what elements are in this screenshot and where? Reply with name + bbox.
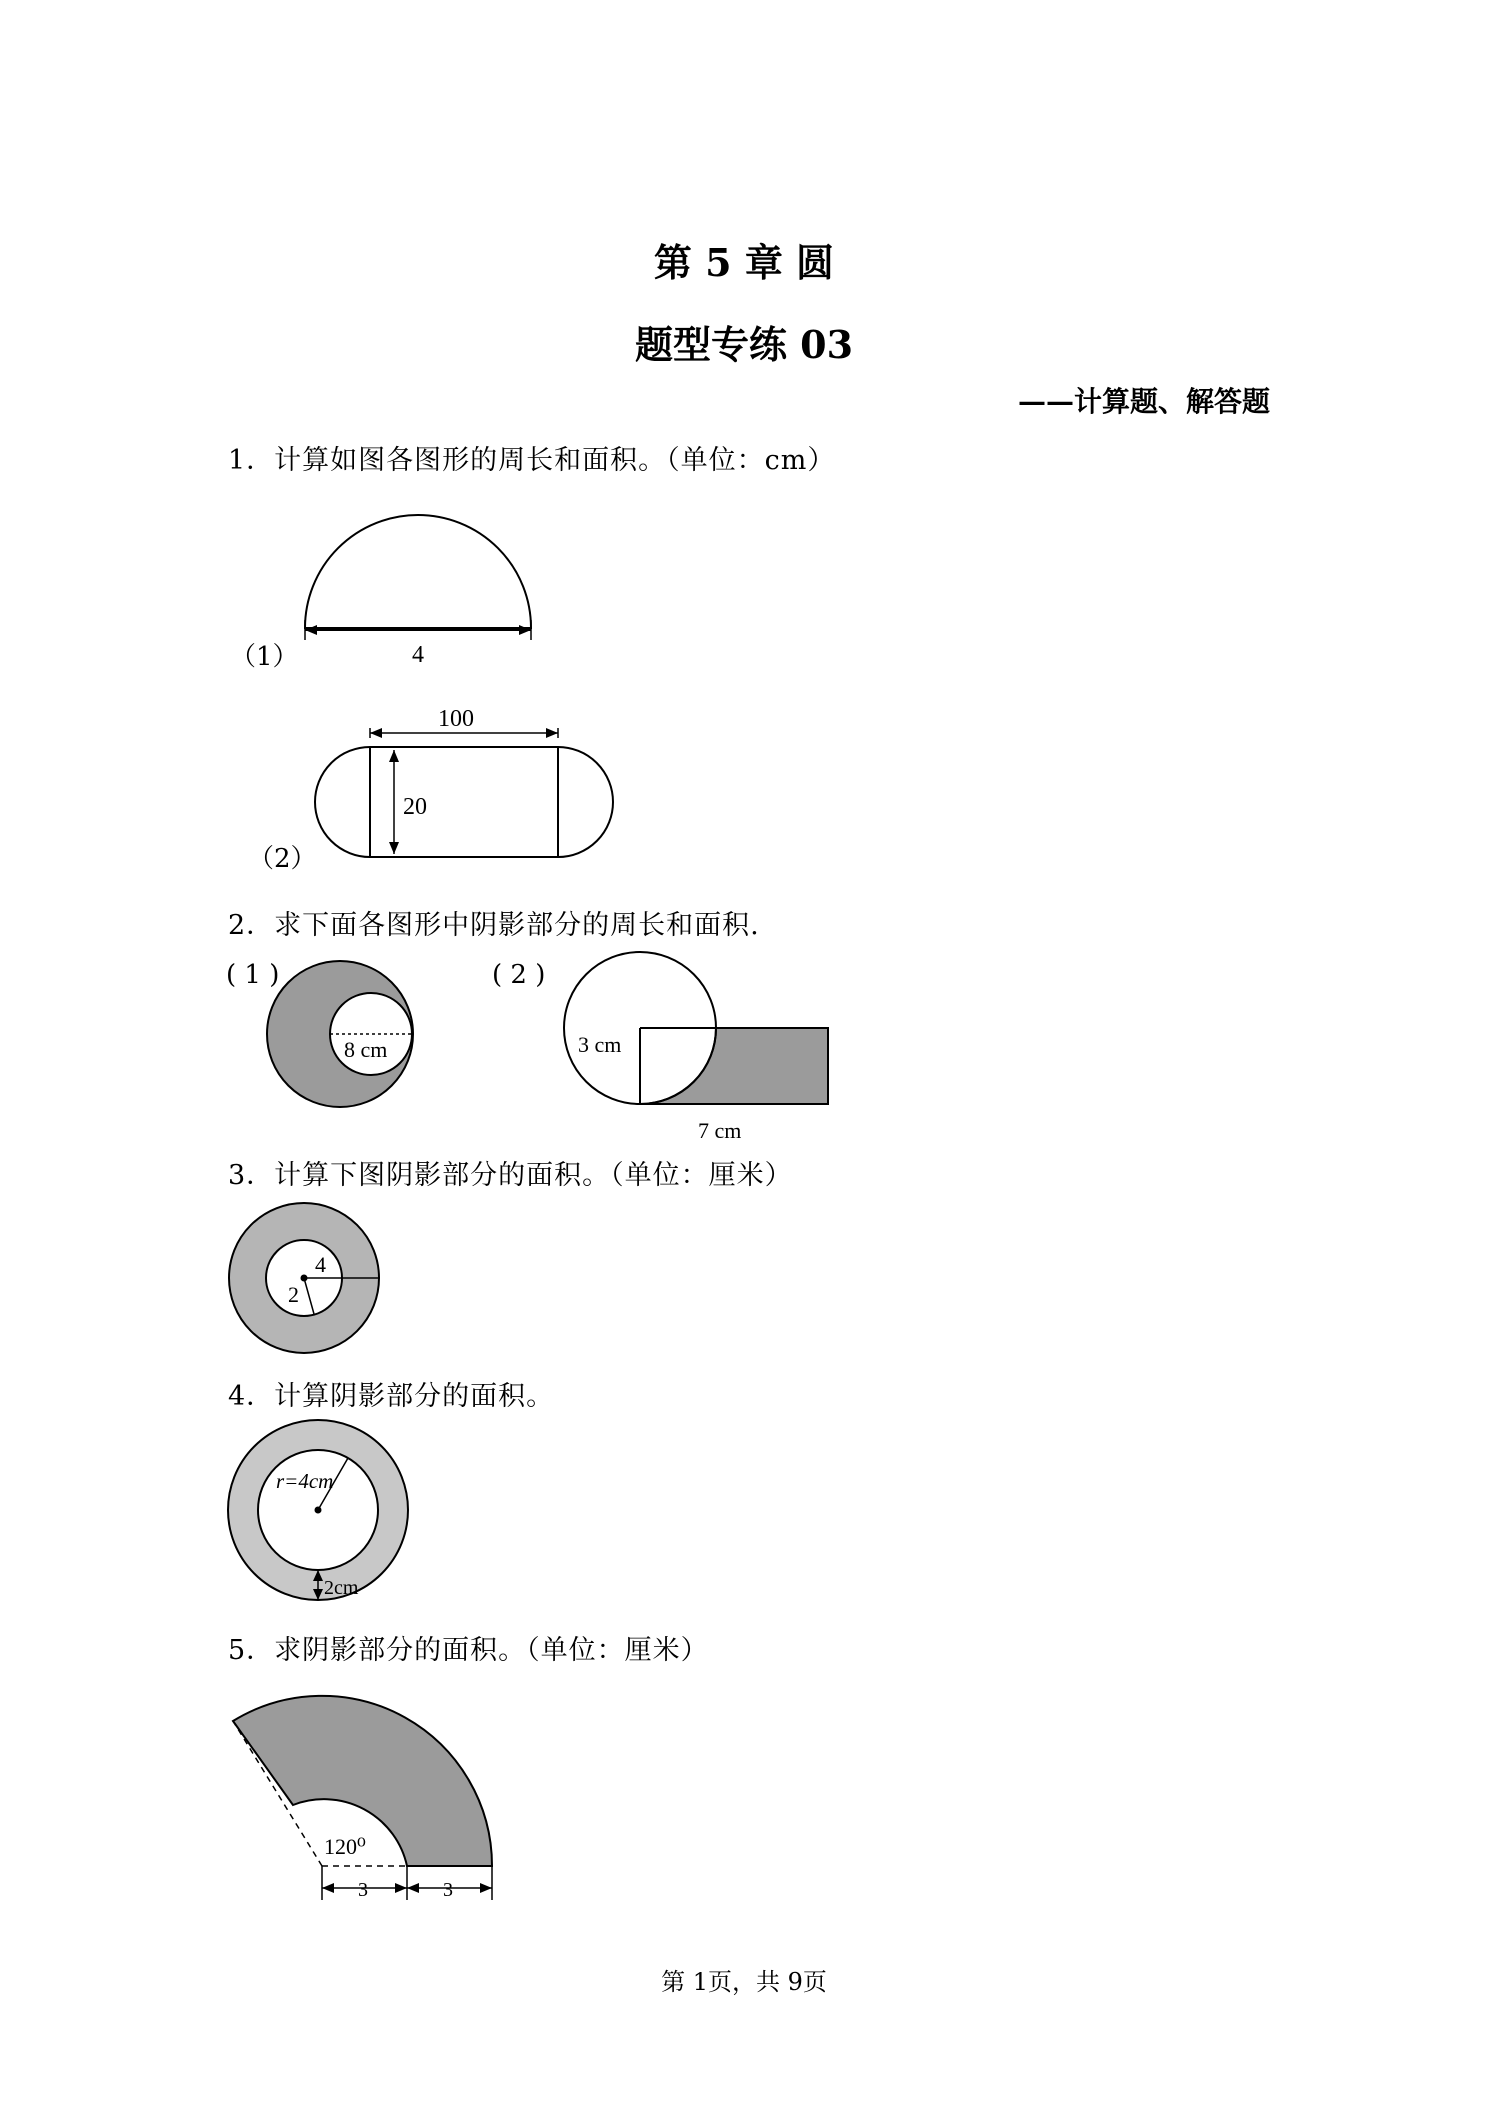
q2-part2-label: ( 2 ) xyxy=(492,960,546,990)
q1-dim-100: 100 xyxy=(438,706,474,732)
q5-dim-angle: 120⁰ xyxy=(324,1834,366,1859)
q2-circle-rectangle-figure xyxy=(560,948,840,1148)
q1-dim-4: 4 xyxy=(412,642,424,668)
q2-dim-3cm: 3 cm xyxy=(578,1032,622,1057)
question-1-text: 1．计算如图各图形的周长和面积。（单位：cm） xyxy=(228,445,836,476)
q2-crescent-figure xyxy=(262,956,422,1116)
q1-semicircle-figure xyxy=(290,500,550,670)
set-title: 题型专练 03 xyxy=(634,322,854,367)
q5-annular-sector-figure xyxy=(222,1690,512,1910)
question-3-text: 3．计算下图阴影部分的面积。（单位：厘米） xyxy=(228,1160,793,1191)
question-2-text: 2．求下面各图形中阴影部分的周长和面积. xyxy=(228,910,760,941)
page-footer: 第 1页，共 9页 xyxy=(661,1968,827,1996)
q1-dim-20: 20 xyxy=(403,794,427,820)
q1-part2-label: （2） xyxy=(248,844,317,874)
q5-dim-3-inner: 3 xyxy=(358,1879,368,1901)
q1-stadium-figure xyxy=(310,700,630,870)
q2-dim-8cm: 8 cm xyxy=(344,1037,388,1062)
q4-ring-figure xyxy=(226,1418,416,1608)
q4-dim-r: r=4cm xyxy=(276,1469,334,1493)
q3-ring-figure xyxy=(226,1200,386,1360)
question-type: ——计算题、解答题 xyxy=(1017,385,1270,418)
q2-dim-7cm: 7 cm xyxy=(698,1118,742,1143)
question-5-text: 5．求阴影部分的面积。（单位：厘米） xyxy=(228,1635,709,1666)
q3-dim-2: 2 xyxy=(288,1282,299,1307)
q3-dim-4: 4 xyxy=(315,1252,326,1277)
question-4-text: 4．计算阴影部分的面积。 xyxy=(228,1381,555,1412)
q2-part1-label: ( 1 ) xyxy=(226,960,280,990)
chapter-title: 第 5 章 圆 xyxy=(653,240,835,285)
q5-dim-3-outer: 3 xyxy=(443,1879,453,1901)
q1-part1-label: （1） xyxy=(230,642,299,672)
q4-dim-2cm: 2cm xyxy=(324,1577,359,1599)
